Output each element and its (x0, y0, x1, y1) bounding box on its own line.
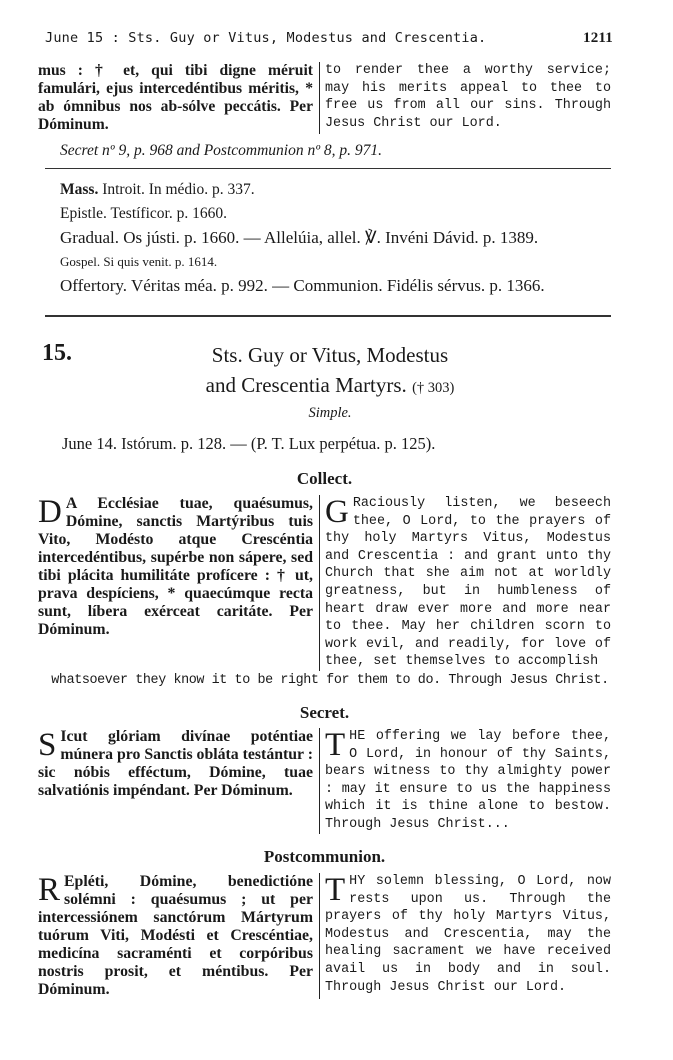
commemoration-line: June 14. Istórum. p. 128. — (P. T. Lux perpétua. p. 125). (62, 434, 436, 453)
collect-columns (38, 495, 611, 671)
feast-dates: († 303) (412, 380, 455, 396)
mass-line-gradual: Gradual. Os jústi. p. 1660. — Allelúia, allel. ℣. Invéni Dávid. p. 1389. (60, 228, 539, 247)
mass-line-offertory: Offertory. Véritas méa. p. 992. — Communion. Fidélis sérvus. p. 1366. (60, 276, 545, 295)
section-rule-heavy (45, 315, 611, 317)
secret-heading: Secret. (299, 703, 350, 722)
feast-title (120, 340, 540, 403)
page-number: 1211 (583, 30, 613, 46)
previous-prayer-columns (38, 62, 611, 134)
collect-english: G Raciously listen, we beseech thee, O Lord, to the prayers of thy holy Martyrs Vitus, Modestus and Crescentia : and grant unto thy Church that she aim not at worldly greatness, but in humbleness of heart draw ever more and more near to thee. May her children scorn to work evil, and readily, for love of thee, set themselves to accomplish (325, 494, 611, 670)
drop-cap: G (325, 494, 349, 530)
mass-line-gospel: Gospel. Si quis venit. p. 1614. (60, 254, 218, 269)
postcommunion-latin: R Epléti, Dómine, benedictióne solémni : quaésumus ; ut per intercessiónem sanctórum Mártyrum tuórum Viti, Modésti et Crescéntiae, medicína sacraménti et corpóribus nostris prosit, et méntibus. Per Dóminum. (38, 872, 313, 998)
feast-rank: Simple. (308, 405, 352, 421)
secret-columns (38, 728, 611, 834)
previous-prayer-latin: mus : † et, qui tibi digne méruit famulári, ejus intercedéntibus méritis, * ab ómnibus nos ab-sólve peccátis. Per Dóminum. (38, 62, 313, 133)
mass-line-epistle: Epistle. Testíficor. p. 1660. (60, 205, 227, 222)
postcommunion-english: T HY solemn blessing, O Lord, now rests upon us. Through the prayers of thy holy Martyrs Vitus, Modestus and Crescentia, may the healing sacrament we have received avail us in body and in soul. Through Jesus Christ our Lord. (325, 872, 611, 995)
drop-cap: T (325, 727, 346, 763)
postcommunion-heading: Postcommunion. (263, 847, 386, 866)
secret-latin: S Icut glóriam divínae poténtiae múnera pro Sanctis obláta testántur : sic nóbis efféctum, Dómine, tuae salvatiónis impéndant. Per Dóminum. (38, 727, 313, 799)
feast-number: 15. (42, 340, 72, 366)
mass-line-introit: Mass. Introit. In médio. p. 337. (60, 181, 255, 198)
secret-reference: Secret nº 9, p. 968 and Postcommunion nº 8, p. 971. (60, 142, 383, 159)
drop-cap: D (38, 494, 62, 530)
running-head (45, 30, 613, 47)
collect-heading: Collect. (296, 469, 353, 488)
running-head-title: June 15 : Sts. Guy or Vitus, Modestus and Crescentia. (45, 30, 487, 46)
collect-english-tail: whatsoever they know it to be right for them to do. Through Jesus Christ. (51, 673, 609, 688)
mass-propers (60, 178, 620, 298)
feast-title-line2: and Crescentia Martyrs. († 303) (205, 373, 455, 397)
drop-cap: R (38, 872, 61, 908)
collect-latin: D A Ecclésiae tuae, quaésumus, Dómine, sanctis Martýribus tuis Vito, Modésto atque Crescéntia intercedéntibus, supérbe non sápere, sed tibi plácita humilitáte profícere : † ut, prava despíciens, * quaecúmque recta sunt, líbera exérceat caritáte. Per Dóminum. (38, 494, 313, 638)
feast-title-line1: Sts. Guy or Vitus, Modestus (211, 343, 449, 367)
secret-english: T HE offering we lay before thee, O Lord, in honour of thy Saints, bears witness to thy almighty power : may it ensure to us the happiness which it is thine alone to bestow. Through Jesus Christ... (325, 727, 611, 832)
previous-prayer-english: to render thee a worthy service; may his merits appeal to thee to free us from all our sins. Through Jesus Christ our Lord. (325, 63, 611, 131)
drop-cap: S (38, 727, 57, 763)
postcommunion-columns (38, 873, 611, 999)
drop-cap: T (325, 872, 346, 908)
section-rule (45, 168, 611, 169)
